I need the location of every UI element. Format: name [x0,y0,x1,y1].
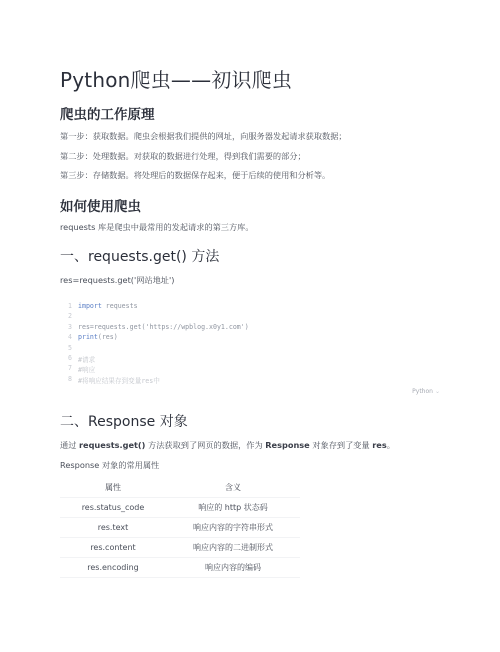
code-language-label[interactable] [412,388,440,395]
step-2-text: 第二步：处理数据。对获取的数据进行处理，得到我们需要的部分； [60,151,306,161]
code-token: (res) [97,333,118,341]
table-header-meaning: 含义 [166,478,300,498]
intro-part: 。 [386,440,395,450]
code-line [78,333,118,341]
code-line-number: 1 [68,302,72,310]
table-header-row [60,478,300,498]
table-cell: res.text [60,518,166,538]
table-row [60,518,300,538]
intro-part: 对象存到了变量 [309,440,373,450]
code-line-number: 8 [68,375,72,383]
intro-code-res: res [372,440,387,450]
intro-part: 方法获取到了网页的数据，作为 [145,440,266,450]
section-heading-usage: 如何使用爬虫 [60,199,141,215]
code-line-number: 2 [68,312,72,320]
code-language-text: Python [412,388,433,395]
table-row [60,498,300,518]
code-token: #将响应结果存到变量res中 [78,377,160,385]
page-title: Python爬虫——初识爬虫 [60,68,293,92]
table-cell: res.content [60,538,166,558]
intro-code-response: Response [265,440,310,450]
code-token: #响应 [78,366,96,374]
step-1-text: 第一步：获取数据。爬虫会根据我们提供的网址，向服务器发起请求获取数据； [60,131,347,141]
code-line [78,364,95,374]
code-token: print [78,333,98,341]
chevron-down-icon: ⌄ [434,388,440,395]
code-block [60,292,440,402]
section-heading-requests-get: 一、requests.get() 方法 [60,249,220,265]
table-cell: 响应内容的编码 [166,558,300,578]
code-line [78,323,249,331]
code-token: import [78,302,102,310]
intro-code-requests-get: requests.get() [78,440,146,450]
section-heading-principle: 爬虫的工作原理 [60,107,155,123]
section-heading-response: 二、Response 对象 [60,414,188,430]
code-token: #请求 [78,356,96,364]
code-line [78,302,138,310]
response-intro-text [60,440,395,451]
code-token: requests [101,302,138,310]
table-cell: 响应的 http 状态码 [166,498,300,518]
code-line-number: 7 [68,364,72,372]
code-line-number: 5 [68,344,72,352]
requests-intro-text: requests 库是爬虫中最常用的发起请求的第三方库。 [60,222,254,232]
requests-get-syntax: res=requests.get('网站地址') [60,275,175,285]
code-line-number: 4 [68,333,72,341]
response-attributes-caption: Response 对象的常用属性 [60,460,160,470]
table-cell: res.status_code [60,498,166,518]
intro-part: 通过 [60,440,79,450]
code-line [78,354,95,364]
code-line [78,375,160,385]
code-line-number: 3 [68,323,72,331]
code-line-number: 6 [68,354,72,362]
table-header-attribute: 属性 [60,478,166,498]
table-row [60,538,300,558]
table-cell: res.encoding [60,558,166,578]
table-cell: 响应内容的字符串形式 [166,518,300,538]
table-cell: 响应内容的二进制形式 [166,538,300,558]
response-attributes-table [60,478,300,578]
code-token: res=requests.get('https://wpblog.x0y1.com') [78,323,249,331]
step-3-text: 第三步：存储数据。将处理后的数据保存起来，便于后续的使用和分析等。 [60,170,331,180]
table-row [60,558,300,578]
